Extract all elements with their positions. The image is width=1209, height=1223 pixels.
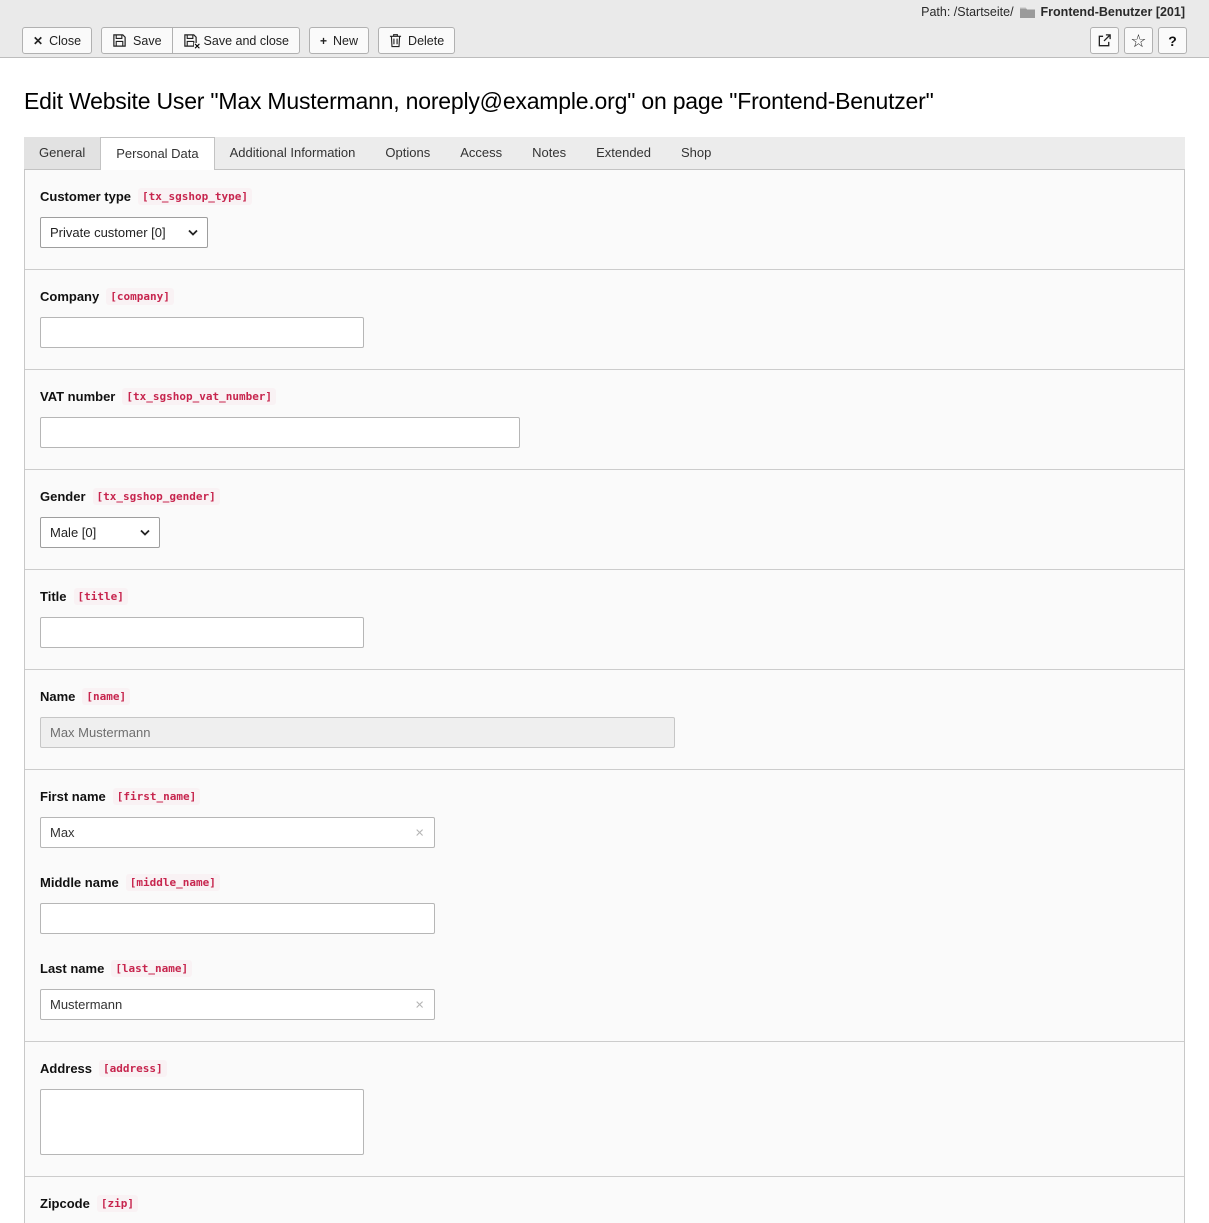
path-value: /Startseite/ — [953, 5, 1014, 19]
name-value: Max Mustermann — [50, 725, 151, 740]
trash-icon — [389, 33, 402, 48]
customer-type-label: Customer type — [40, 189, 132, 204]
vat-number-field — [40, 388, 1169, 448]
form-section — [25, 1176, 1184, 1223]
middle-name-input[interactable] — [40, 903, 435, 934]
bookmark-button[interactable] — [1124, 27, 1153, 54]
first-name-value: Max — [50, 825, 75, 840]
close-button[interactable]: ✕ Close — [22, 27, 92, 54]
company-input[interactable] — [40, 317, 364, 348]
name-label: Name — [40, 689, 76, 704]
form-section — [25, 170, 1184, 269]
open-in-new-icon — [1097, 33, 1112, 48]
tab-general[interactable]: General — [24, 137, 100, 169]
company-label: Company — [40, 289, 100, 304]
chevron-down-icon — [140, 529, 150, 536]
title-field — [40, 588, 1169, 648]
tab-personal-data[interactable]: Personal Data — [100, 137, 214, 170]
title-input[interactable] — [40, 617, 364, 648]
tab-shop[interactable]: Shop — [681, 145, 712, 160]
form-section — [25, 569, 1184, 669]
name-input — [40, 717, 675, 748]
middle-name-key: [middle_name] — [126, 874, 220, 891]
name-key: [name] — [82, 688, 130, 705]
gender-select[interactable] — [40, 517, 160, 548]
last-name-label: Last name — [40, 961, 105, 976]
customer-type-key: [tx_sgshop_type] — [138, 188, 252, 205]
last-name-key: [last_name] — [111, 960, 192, 977]
customer-type-field — [40, 188, 1169, 248]
clear-icon[interactable]: × — [415, 996, 424, 1013]
form-section — [25, 469, 1184, 569]
company-key: [company] — [106, 288, 174, 305]
title-label: Title — [40, 589, 67, 604]
address-key: [address] — [99, 1060, 167, 1077]
form-section — [25, 269, 1184, 369]
zipcode-label: Zipcode — [40, 1196, 90, 1211]
plus-icon: + — [320, 33, 328, 48]
help-button[interactable] — [1158, 27, 1187, 54]
gender-selected-value: Male [0] — [50, 525, 97, 540]
vat-number-key: [tx_sgshop_vat_number] — [122, 388, 276, 405]
first-name-field — [40, 788, 1169, 848]
zipcode-key: [zip] — [97, 1195, 138, 1212]
page-title: Edit Website User "Max Mustermann, noreply@example.org" on page "Frontend-Benutzer" — [24, 88, 934, 114]
gender-key: [tx_sgshop_gender] — [93, 488, 220, 505]
gender-label: Gender — [40, 489, 86, 504]
tab-access[interactable]: Access — [460, 145, 503, 160]
first-name-input[interactable] — [40, 817, 435, 848]
doc-toolbar — [0, 24, 1209, 57]
form-section — [25, 769, 1184, 1041]
close-icon: ✕ — [33, 33, 44, 48]
save-button[interactable]: Save — [101, 27, 173, 54]
title-key: [title] — [74, 588, 128, 605]
vat-number-input[interactable] — [40, 417, 520, 448]
new-button[interactable]: + New — [309, 27, 369, 54]
tab-extended[interactable]: Extended — [596, 145, 652, 160]
middle-name-field — [40, 874, 1169, 934]
form-section — [25, 1041, 1184, 1176]
tab-notes[interactable]: Notes — [532, 145, 567, 160]
customer-type-selected-value: Private customer [0] — [50, 225, 166, 240]
address-label: Address — [40, 1061, 93, 1076]
tab-bar — [24, 137, 1185, 170]
tab-additional-information[interactable]: Additional Information — [229, 145, 356, 160]
form-section — [25, 669, 1184, 769]
form-section — [25, 369, 1184, 469]
last-name-value: Mustermann — [50, 997, 123, 1012]
clear-icon[interactable]: × — [415, 824, 424, 841]
address-textarea[interactable] — [40, 1089, 364, 1155]
address-field — [40, 1060, 1169, 1155]
delete-button[interactable]: Delete — [378, 27, 455, 54]
folder-icon — [1020, 6, 1035, 18]
record-title: Frontend-Benutzer [201] — [1040, 5, 1185, 19]
tab-options[interactable]: Options — [385, 145, 431, 160]
path-prefix: Path: — [921, 5, 951, 19]
breadcrumb — [0, 0, 1209, 24]
save-icon — [112, 33, 127, 48]
gender-field — [40, 488, 1169, 548]
header-bar — [0, 0, 1209, 58]
star-icon: ☆ — [1130, 30, 1147, 51]
name-field — [40, 688, 1169, 748]
chevron-down-icon — [188, 229, 198, 236]
first-name-label: First name — [40, 789, 106, 804]
zipcode-field — [40, 1195, 1169, 1212]
last-name-input[interactable] — [40, 989, 435, 1020]
vat-number-label: VAT number — [40, 389, 116, 404]
company-field — [40, 288, 1169, 348]
record-form — [24, 170, 1185, 1223]
save-close-icon: ✕ — [183, 33, 198, 48]
first-name-key: [first_name] — [113, 788, 200, 805]
middle-name-label: Middle name — [40, 875, 119, 890]
question-mark-icon: ? — [1168, 32, 1177, 49]
save-and-close-button[interactable]: ✕ Save and close — [172, 27, 300, 54]
customer-type-select[interactable] — [40, 217, 208, 248]
last-name-field — [40, 960, 1169, 1020]
open-in-new-window-button[interactable] — [1090, 27, 1119, 54]
